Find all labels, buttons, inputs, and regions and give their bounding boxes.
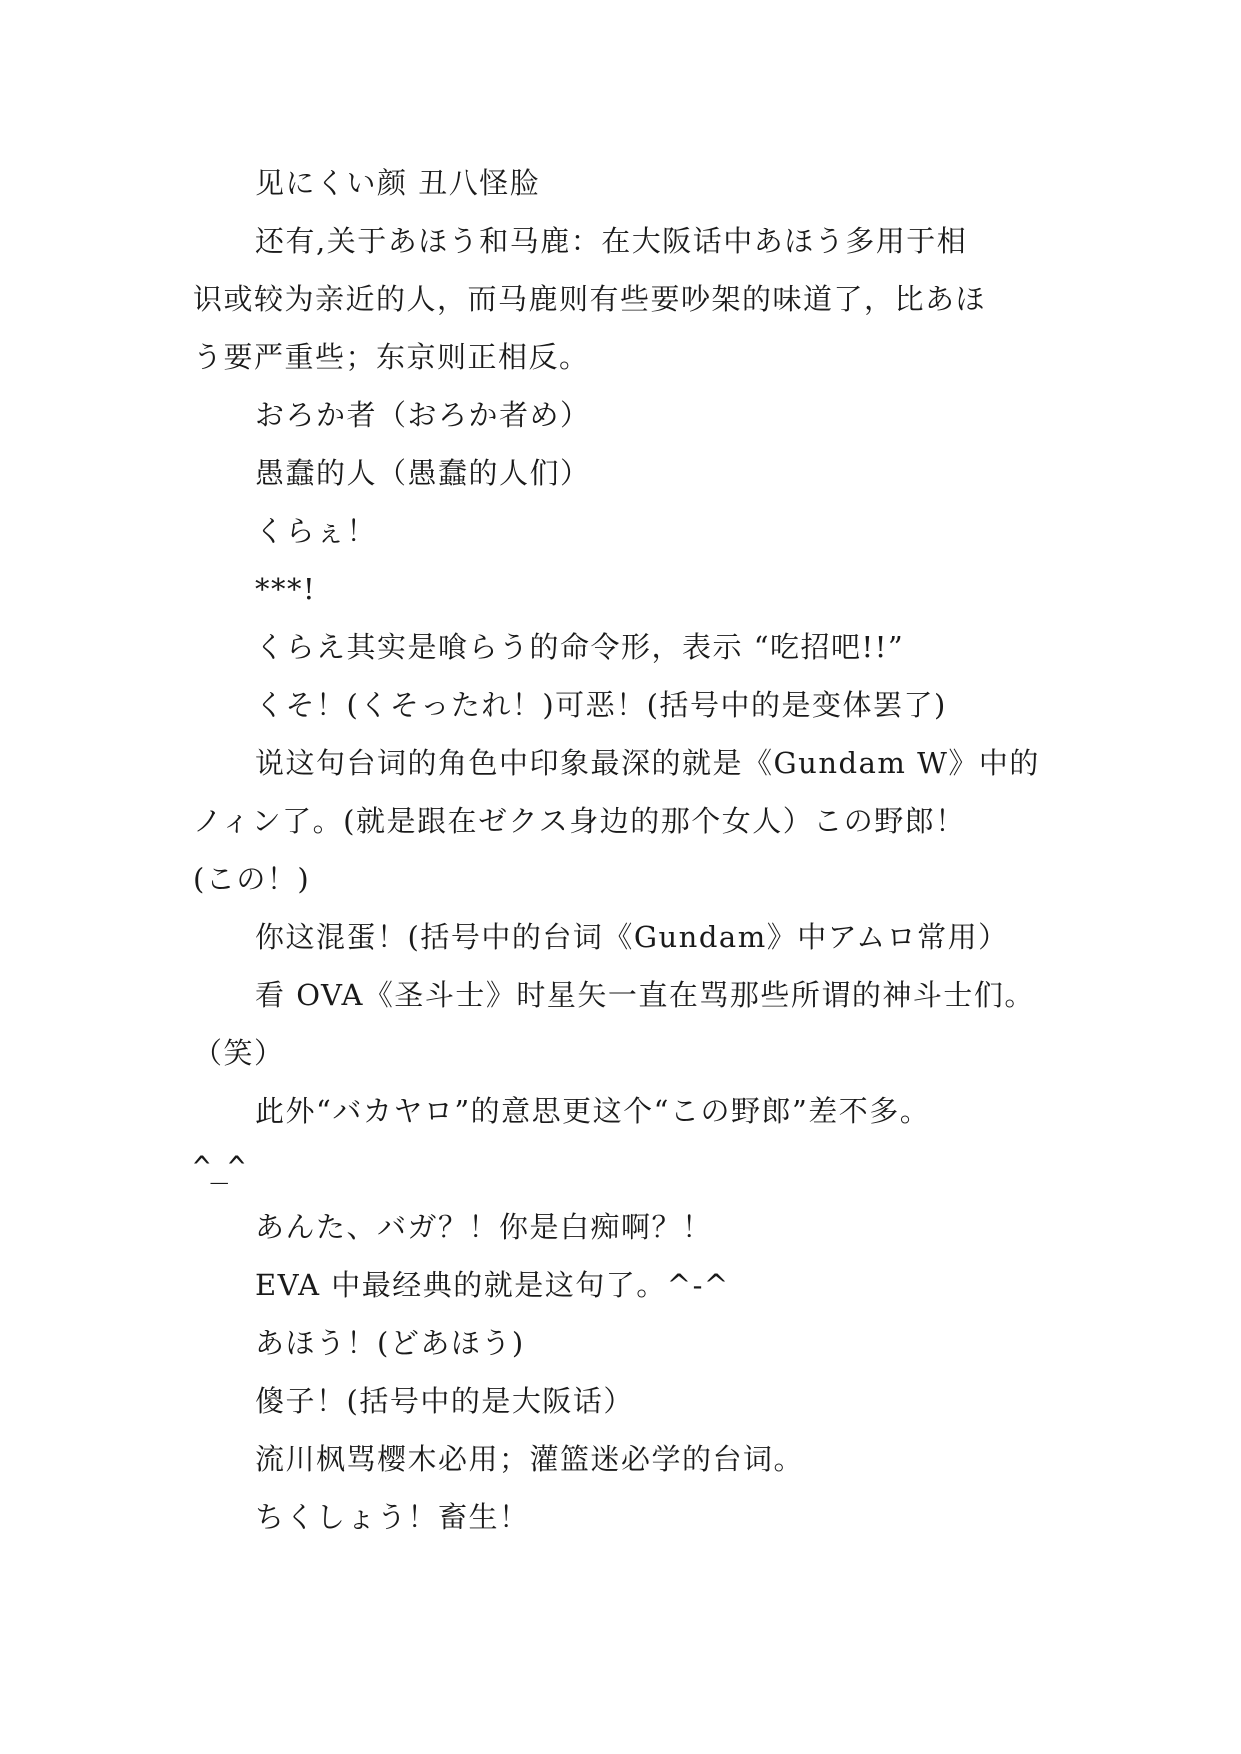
text-line: あほう！(どあほう): [255, 1326, 525, 1360]
text-line: ちくしょう！畜生！: [255, 1500, 530, 1534]
text-line: EVA 中最经典的就是这句了。^-^: [255, 1268, 730, 1302]
text-line: 流川枫骂樱木必用；灌篮迷必学的台词。: [255, 1442, 805, 1476]
text-line: 见にくい颜 丑八怪脸: [255, 166, 541, 200]
text-line: (この！): [193, 862, 311, 896]
text-line: あんた、バガ？！你是白痴啊？！: [255, 1210, 713, 1244]
text-line: う要严重些；东京则正相反。: [193, 340, 590, 374]
text-line: 说这句台词的角色中印象最深的就是《Gundam W》中的: [255, 746, 1040, 780]
text-line: 此外“バカヤロ”的意思更这个“この野郎”差不多。: [255, 1094, 931, 1128]
text-line: おろか者（おろか者め）: [255, 398, 591, 432]
text-line: 识或较为亲近的人，而马鹿则有些要吵架的味道了，比あほ: [193, 282, 987, 316]
text-line: 傻子！(括号中的是大阪话）: [255, 1384, 634, 1418]
text-line: 还有,关于あほう和马鹿：在大阪话中あほう多用于相: [255, 224, 968, 258]
text-line: 看 OVA《圣斗士》时星矢一直在骂那些所谓的神斗士们。: [255, 978, 1035, 1012]
text-line: 你这混蛋！(括号中的台词《Gundam》中アムロ常用）: [255, 920, 1009, 954]
text-line: ***!: [255, 572, 317, 606]
text-line: くらぇ！: [255, 514, 378, 548]
text-line: くそ！(くそったれ！)可恶！(括号中的是变体罢了): [255, 688, 947, 722]
text-line: 愚蠢的人（愚蠢的人们）: [255, 456, 591, 490]
text-line: （笑）: [193, 1036, 285, 1070]
text-line: ノィン了。(就是跟在ゼクス身边的那个女人）この野郎！: [193, 804, 966, 838]
text-line: ^_^: [193, 1150, 246, 1184]
text-line: くらえ其实是喰らう的命令形，表示 “吃招吧!!”: [255, 630, 905, 664]
